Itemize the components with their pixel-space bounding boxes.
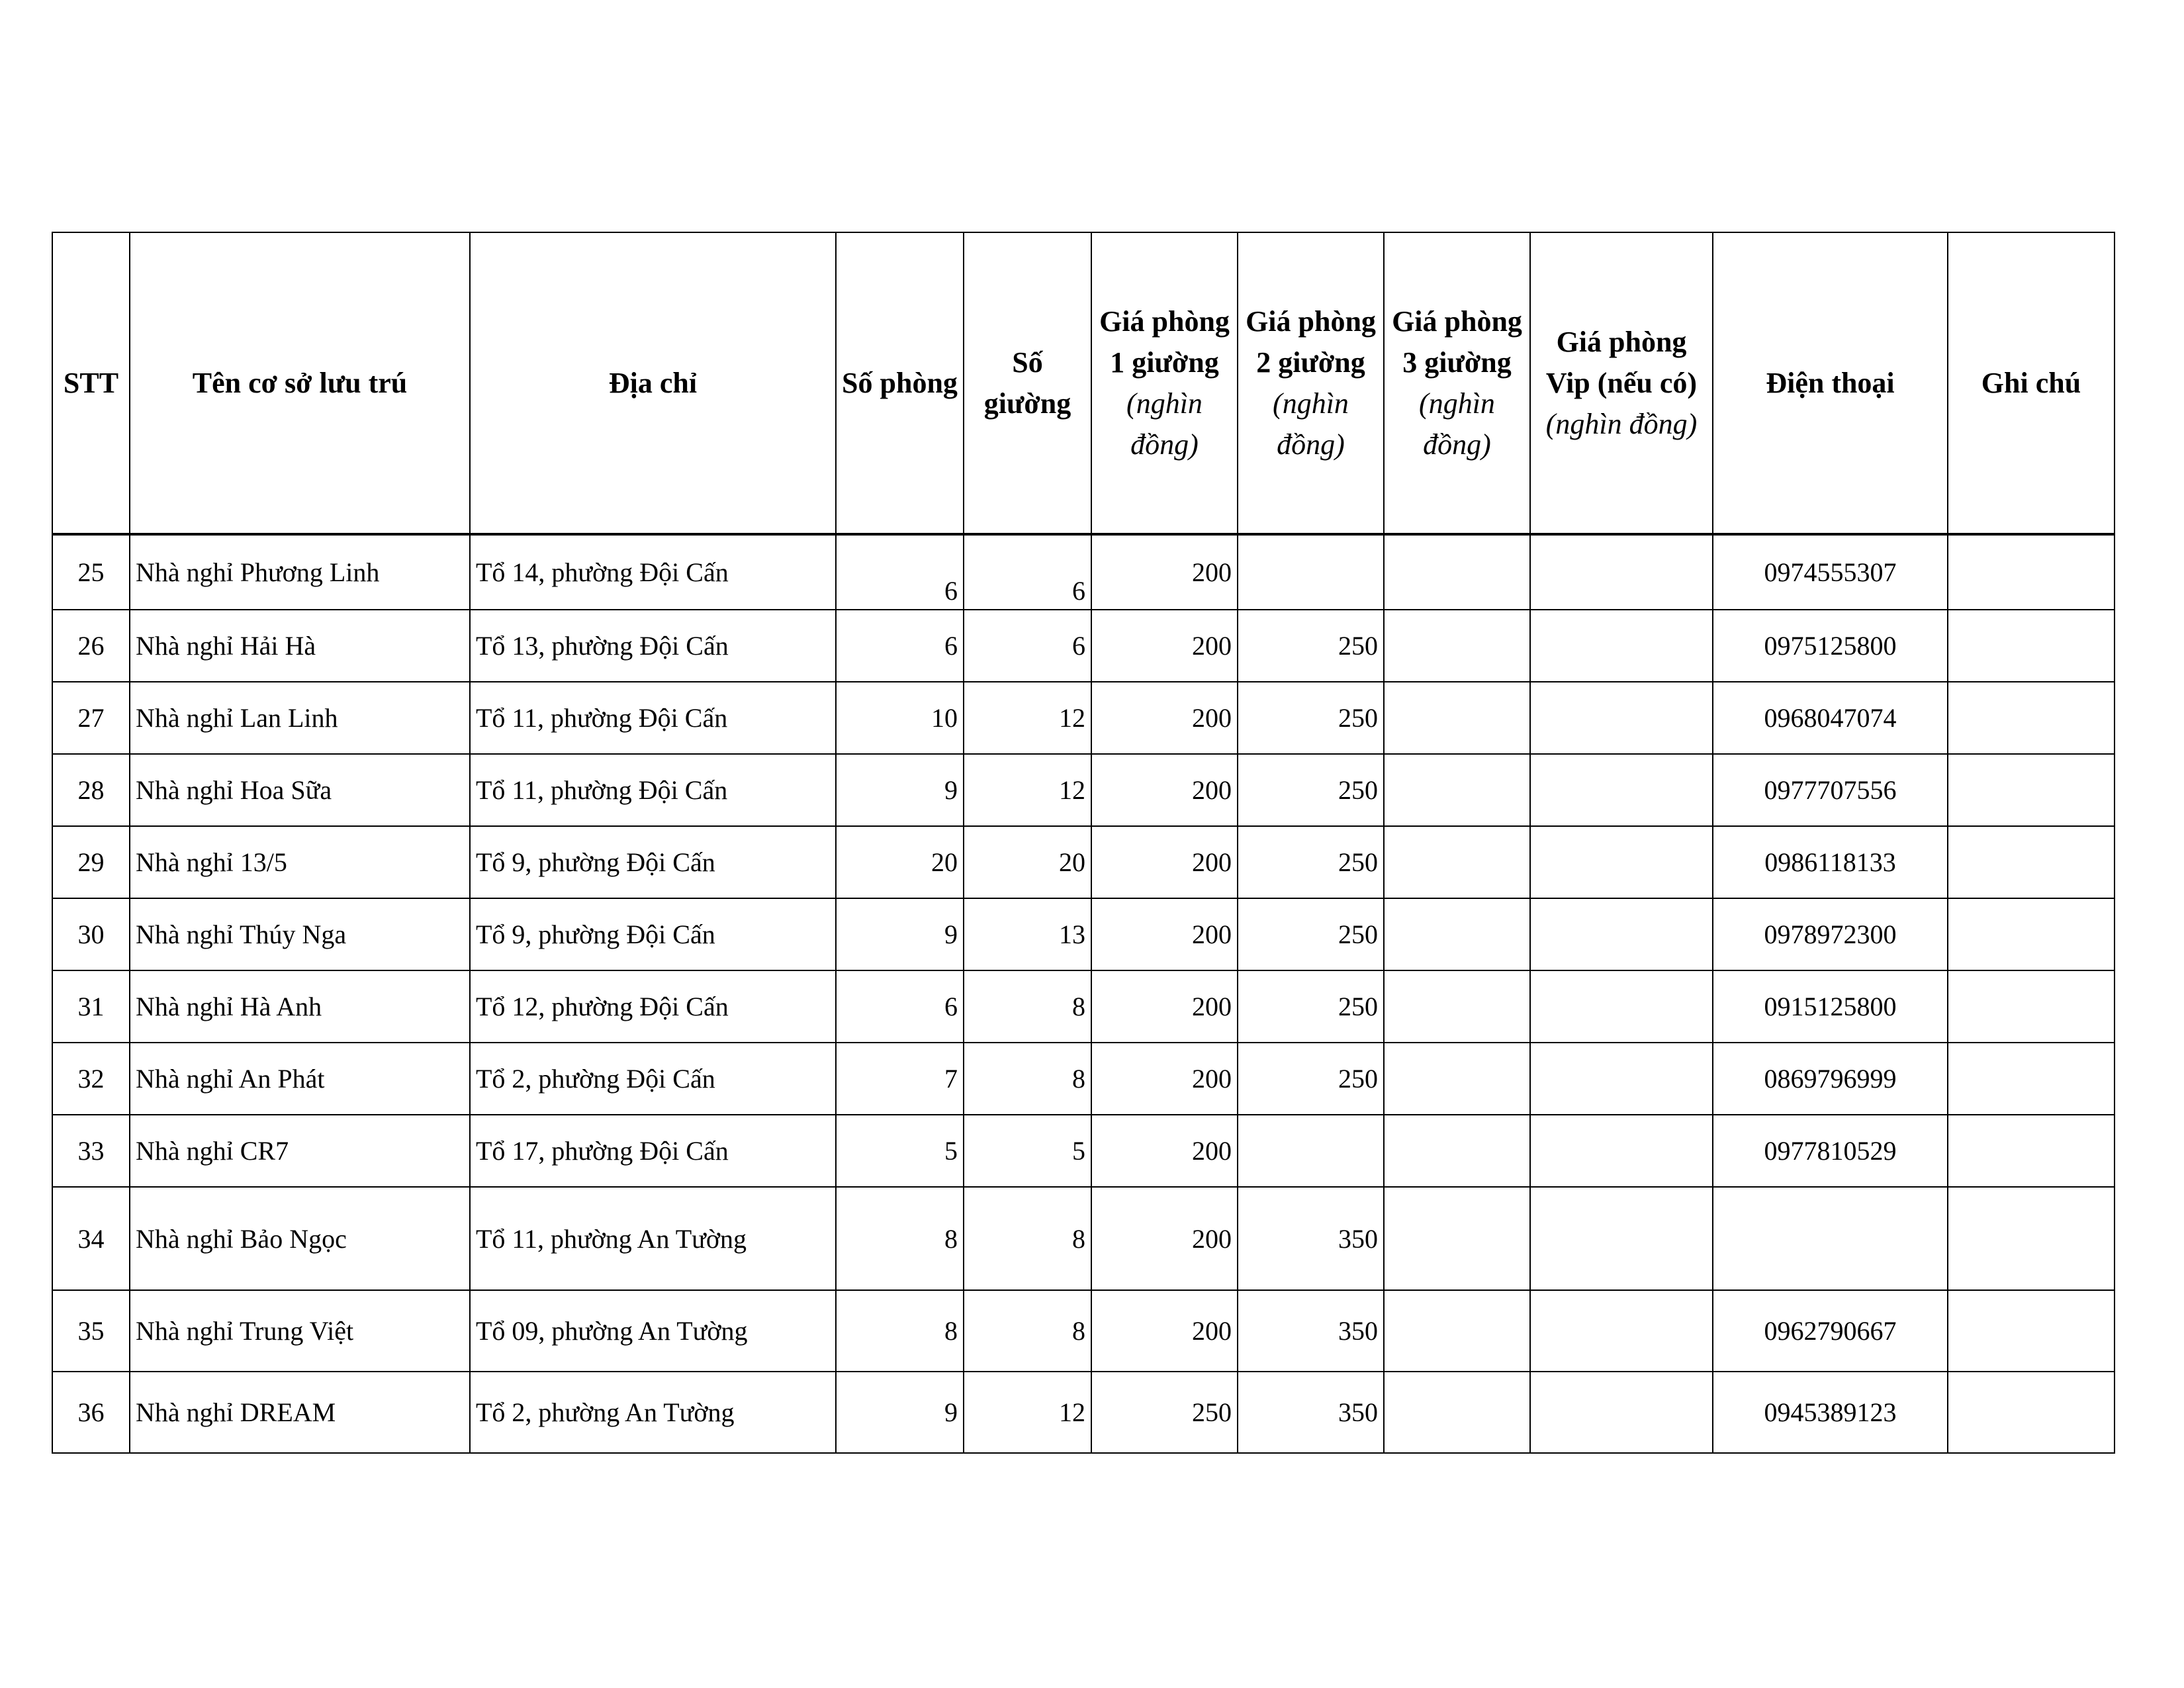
cell-phone: 0977707556: [1713, 754, 1948, 826]
cell-name: Nhà nghỉ Hải Hà: [130, 610, 470, 682]
cell-price-2-bed: 350: [1238, 1372, 1384, 1453]
table-row: [52, 682, 2115, 754]
cell-price-vip: [1530, 826, 1713, 898]
header-unit: (nghìn đồng): [1545, 407, 1698, 440]
cell-rooms: 6: [836, 534, 964, 610]
cell-rooms: 6: [836, 970, 964, 1043]
cell-stt: 27: [52, 682, 130, 754]
cell-phone: 0869796999: [1713, 1043, 1948, 1115]
table-row: [52, 754, 2115, 826]
cell-name: Nhà nghỉ DREAM: [130, 1372, 470, 1453]
header-price-1-bed: Giá phòng 1 giường (nghìn đồng): [1091, 232, 1238, 534]
cell-note: [1948, 1187, 2115, 1290]
cell-name: Nhà nghỉ Phương Linh: [130, 534, 470, 610]
cell-rooms: 9: [836, 754, 964, 826]
cell-note: [1948, 1043, 2115, 1115]
table-row: [52, 898, 2115, 970]
table-row: [52, 1290, 2115, 1372]
cell-price-1-bed: 200: [1091, 534, 1238, 610]
cell-stt: 31: [52, 970, 130, 1043]
cell-phone: 0975125800: [1713, 610, 1948, 682]
cell-address: Tổ 2, phường An Tường: [470, 1372, 836, 1453]
cell-price-3-bed: [1384, 682, 1530, 754]
cell-price-3-bed: [1384, 826, 1530, 898]
cell-phone: 0968047074: [1713, 682, 1948, 754]
cell-price-2-bed: 250: [1238, 610, 1384, 682]
cell-address: Tổ 11, phường An Tường: [470, 1187, 836, 1290]
cell-price-3-bed: [1384, 534, 1530, 610]
header-price-vip: Giá phòng Vip (nếu có) (nghìn đồng): [1530, 232, 1713, 534]
cell-rooms: 8: [836, 1290, 964, 1372]
cell-beds: 6: [964, 534, 1091, 610]
cell-price-1-bed: 200: [1091, 1043, 1238, 1115]
cell-phone: 0962790667: [1713, 1290, 1948, 1372]
header-phone: Điện thoại: [1713, 232, 1948, 534]
table-row: [52, 826, 2115, 898]
header-note: Ghi chú: [1948, 232, 2115, 534]
cell-rooms: 8: [836, 1187, 964, 1290]
cell-stt: 32: [52, 1043, 130, 1115]
cell-price-vip: [1530, 1115, 1713, 1187]
cell-name: Nhà nghỉ Hoa Sữa: [130, 754, 470, 826]
cell-price-3-bed: [1384, 1372, 1530, 1453]
cell-price-3-bed: [1384, 610, 1530, 682]
cell-address: Tổ 14, phường Đội Cấn: [470, 534, 836, 610]
cell-note: [1948, 898, 2115, 970]
cell-price-2-bed: [1238, 534, 1384, 610]
cell-price-1-bed: 200: [1091, 1187, 1238, 1290]
cell-note: [1948, 1115, 2115, 1187]
cell-note: [1948, 1372, 2115, 1453]
cell-beds: 8: [964, 970, 1091, 1043]
cell-name: Nhà nghỉ Trung Việt: [130, 1290, 470, 1372]
cell-beds: 20: [964, 826, 1091, 898]
cell-price-vip: [1530, 1290, 1713, 1372]
cell-note: [1948, 534, 2115, 610]
cell-name: Nhà nghỉ Lan Linh: [130, 682, 470, 754]
table-row: [52, 534, 2115, 610]
cell-beds: 8: [964, 1290, 1091, 1372]
cell-stt: 35: [52, 1290, 130, 1372]
table-row: [52, 610, 2115, 682]
cell-name: Nhà nghỉ Hà Anh: [130, 970, 470, 1043]
cell-beds: 8: [964, 1043, 1091, 1115]
header-stt: STT: [52, 232, 130, 534]
cell-price-2-bed: 350: [1238, 1187, 1384, 1290]
cell-note: [1948, 1290, 2115, 1372]
cell-price-1-bed: 200: [1091, 1115, 1238, 1187]
table-row: [52, 970, 2115, 1043]
cell-rooms: 7: [836, 1043, 964, 1115]
cell-phone: 0978972300: [1713, 898, 1948, 970]
header-address: Địa chỉ: [470, 232, 836, 534]
cell-rooms: 10: [836, 682, 964, 754]
cell-price-2-bed: 250: [1238, 970, 1384, 1043]
cell-price-1-bed: 200: [1091, 1290, 1238, 1372]
cell-address: Tổ 11, phường Đội Cấn: [470, 754, 836, 826]
cell-name: Nhà nghỉ An Phát: [130, 1043, 470, 1115]
cell-address: Tổ 12, phường Đội Cấn: [470, 970, 836, 1043]
cell-beds: 12: [964, 754, 1091, 826]
cell-stt: 28: [52, 754, 130, 826]
header-unit: (nghìn đồng): [1419, 387, 1495, 461]
cell-rooms: 20: [836, 826, 964, 898]
cell-name: Nhà nghỉ 13/5: [130, 826, 470, 898]
table-row: [52, 1115, 2115, 1187]
cell-stt: 26: [52, 610, 130, 682]
cell-beds: 12: [964, 1372, 1091, 1453]
cell-price-2-bed: 350: [1238, 1290, 1384, 1372]
header-row: [52, 232, 2115, 534]
cell-address: Tổ 2, phường Đội Cấn: [470, 1043, 836, 1115]
cell-note: [1948, 970, 2115, 1043]
header-beds: Số giường: [964, 232, 1091, 534]
cell-address: Tổ 11, phường Đội Cấn: [470, 682, 836, 754]
cell-note: [1948, 682, 2115, 754]
cell-price-vip: [1530, 1372, 1713, 1453]
cell-price-2-bed: 250: [1238, 898, 1384, 970]
cell-price-vip: [1530, 754, 1713, 826]
cell-phone: 0945389123: [1713, 1372, 1948, 1453]
cell-phone: 0986118133: [1713, 826, 1948, 898]
cell-name: Nhà nghỉ CR7: [130, 1115, 470, 1187]
cell-stt: 30: [52, 898, 130, 970]
cell-price-3-bed: [1384, 1043, 1530, 1115]
header-rooms: Số phòng: [836, 232, 964, 534]
table-row: [52, 1043, 2115, 1115]
cell-stt: 34: [52, 1187, 130, 1290]
cell-stt: 36: [52, 1372, 130, 1453]
cell-price-vip: [1530, 970, 1713, 1043]
cell-rooms: 5: [836, 1115, 964, 1187]
cell-phone: 0915125800: [1713, 970, 1948, 1043]
cell-address: Tổ 17, phường Đội Cấn: [470, 1115, 836, 1187]
cell-price-3-bed: [1384, 754, 1530, 826]
cell-price-vip: [1530, 610, 1713, 682]
header-unit: (nghìn đồng): [1273, 387, 1349, 461]
header-name: Tên cơ sở lưu trú: [130, 232, 470, 534]
cell-price-1-bed: 200: [1091, 970, 1238, 1043]
table-row: [52, 1187, 2115, 1290]
cell-price-2-bed: 250: [1238, 754, 1384, 826]
cell-price-vip: [1530, 1187, 1713, 1290]
cell-beds: 6: [964, 610, 1091, 682]
cell-price-2-bed: 250: [1238, 826, 1384, 898]
cell-price-3-bed: [1384, 1115, 1530, 1187]
lodging-price-table: [52, 232, 2115, 1454]
cell-address: Tổ 09, phường An Tường: [470, 1290, 836, 1372]
cell-phone: 0977810529: [1713, 1115, 1948, 1187]
cell-note: [1948, 826, 2115, 898]
cell-price-vip: [1530, 1043, 1713, 1115]
cell-price-vip: [1530, 534, 1713, 610]
cell-name: Nhà nghỉ Bảo Ngọc: [130, 1187, 470, 1290]
header-price-3-bed: Giá phòng 3 giường (nghìn đồng): [1384, 232, 1530, 534]
cell-address: Tổ 13, phường Đội Cấn: [470, 610, 836, 682]
cell-rooms: 9: [836, 898, 964, 970]
cell-beds: 5: [964, 1115, 1091, 1187]
cell-price-1-bed: 200: [1091, 610, 1238, 682]
cell-address: Tổ 9, phường Đội Cấn: [470, 826, 836, 898]
cell-price-2-bed: 250: [1238, 1043, 1384, 1115]
cell-note: [1948, 610, 2115, 682]
cell-price-1-bed: 200: [1091, 682, 1238, 754]
cell-phone: [1713, 1187, 1948, 1290]
cell-price-2-bed: 250: [1238, 682, 1384, 754]
cell-price-1-bed: 250: [1091, 1372, 1238, 1453]
table-body: [52, 534, 2115, 1453]
cell-phone: 0974555307: [1713, 534, 1948, 610]
cell-address: Tổ 9, phường Đội Cấn: [470, 898, 836, 970]
cell-beds: 8: [964, 1187, 1091, 1290]
cell-stt: 29: [52, 826, 130, 898]
cell-price-1-bed: 200: [1091, 754, 1238, 826]
table-row: [52, 1372, 2115, 1453]
cell-stt: 25: [52, 534, 130, 610]
cell-price-1-bed: 200: [1091, 826, 1238, 898]
cell-price-vip: [1530, 898, 1713, 970]
cell-rooms: 6: [836, 610, 964, 682]
cell-rooms: 9: [836, 1372, 964, 1453]
cell-price-3-bed: [1384, 898, 1530, 970]
header-unit: (nghìn đồng): [1126, 387, 1203, 461]
cell-price-vip: [1530, 682, 1713, 754]
cell-price-3-bed: [1384, 1187, 1530, 1290]
header-price-2-bed: Giá phòng 2 giường (nghìn đồng): [1238, 232, 1384, 534]
cell-price-3-bed: [1384, 1290, 1530, 1372]
cell-beds: 13: [964, 898, 1091, 970]
cell-price-1-bed: 200: [1091, 898, 1238, 970]
cell-note: [1948, 754, 2115, 826]
cell-price-2-bed: [1238, 1115, 1384, 1187]
cell-price-3-bed: [1384, 970, 1530, 1043]
cell-stt: 33: [52, 1115, 130, 1187]
cell-name: Nhà nghỉ Thúy Nga: [130, 898, 470, 970]
cell-beds: 12: [964, 682, 1091, 754]
